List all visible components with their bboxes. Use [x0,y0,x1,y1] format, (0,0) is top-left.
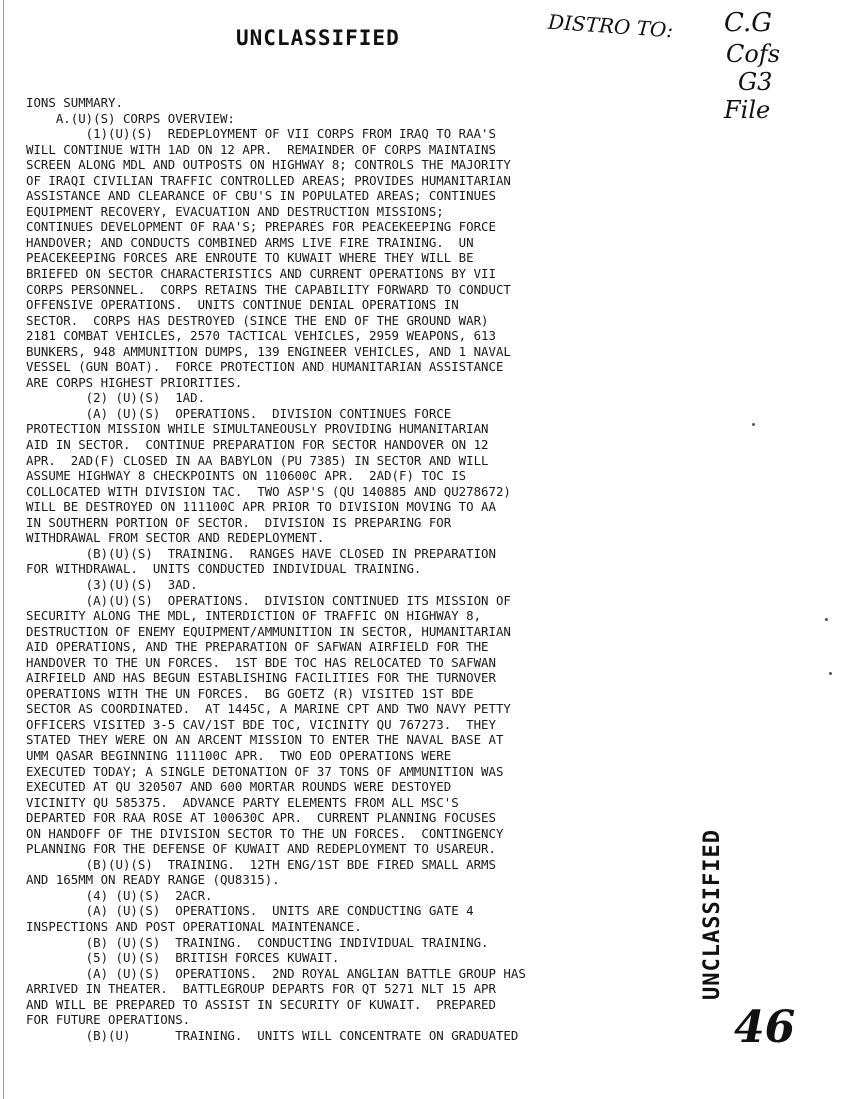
body-line: CORPS PERSONNEL. CORPS RETAINS THE CAPABILITY FORWARD TO CONDUCT [26,281,511,297]
body-line: ARE CORPS HIGHEST PRIORITIES. [26,374,243,390]
body-line: ON HANDOFF OF THE DIVISION SECTOR TO THE UN FORCES. CONTINGENCY [26,825,504,841]
body-line: (A) (U)(S) OPERATIONS. UNITS ARE CONDUCTING GATE 4 [26,903,474,919]
side-classification-marking: UNCLASSIFIED [700,829,725,1000]
document-body [26,95,726,1043]
body-line: STATED THEY WERE ON AN ARCENT MISSION TO ENTER THE NAVAL BASE AT [26,732,504,748]
handwritten-note-line-4: File [724,96,771,124]
body-line: 2181 COMBAT VEHICLES, 2570 TACTICAL VEHICLES, 2959 WEAPONS, 613 [26,328,496,344]
body-line: PEACEKEEPING FORCES ARE ENROUTE TO KUWAIT WHERE THEY WILL BE [26,250,474,266]
body-line: WILL CONTINUE WITH 1AD ON 12 APR. REMAINDER OF CORPS MAINTAINS [26,141,496,157]
body-line: DESTRUCTION OF ENEMY EQUIPMENT/AMMUNITION IN SECTOR, HUMANITARIAN [26,623,511,639]
body-line: (3)(U)(S) 3AD. [26,576,198,592]
body-line: VESSEL (GUN BOAT). FORCE PROTECTION AND HUMANITARIAN ASSISTANCE [26,359,504,375]
body-line: PLANNING FOR THE DEFENSE OF KUWAIT AND REDEPLOYMENT TO USAREUR. [26,841,496,857]
body-line: SECTOR AS COORDINATED. AT 1445C, A MARINE CPT AND TWO NAVY PETTY [26,701,511,717]
body-line: AND 165MM ON READY RANGE (QU8315). [26,872,280,888]
body-line: (B)(U) TRAINING. UNITS WILL CONCENTRATE ON GRADUATED [26,1027,519,1043]
body-line: SECURITY ALONG THE MDL, INTERDICTION OF TRAFFIC ON HIGHWAY 8, [26,608,482,624]
body-line: AID OPERATIONS, AND THE PREPARATION OF SAFWAN AIRFIELD FOR THE [26,639,489,655]
body-line: AND WILL BE PREPARED TO ASSIST IN SECURITY OF KUWAIT. PREPARED [26,996,496,1012]
body-line: FOR FUTURE OPERATIONS. [26,1012,191,1028]
body-line: VICINITY QU 585375. ADVANCE PARTY ELEMENTS FROM ALL MSC'S [26,794,459,810]
body-line: ASSISTANCE AND CLEARANCE OF CBU'S IN POPULATED AREAS; CONTINUES [26,188,496,204]
body-line: HANDOVER; AND CONDUCTS COMBINED ARMS LIVE FIRE TRAINING. UN [26,234,474,250]
classification-header: UNCLASSIFIED [236,26,400,50]
body-line: HANDOVER TO THE UN FORCES. 1ST BDE TOC HAS RELOCATED TO SAFWAN [26,654,496,670]
body-line: AIRFIELD AND HAS BEGUN ESTABLISHING FACILITIES FOR THE TURNOVER [26,670,496,686]
scan-speck [829,672,832,675]
body-line: (A)(U)(S) OPERATIONS. DIVISION CONTINUED ITS MISSION OF [26,592,511,608]
scan-speck [825,618,828,621]
body-line: IONS SUMMARY. [26,95,123,110]
scan-speck [752,423,755,426]
body-line: CONTINUES DEVELOPMENT OF RAA'S; PREPARES FOR PEACEKEEPING FORCE [26,219,496,235]
body-line: A.(U)(S) CORPS OVERVIEW: [26,110,235,126]
body-line: ARRIVED IN THEATER. BATTLEGROUP DEPARTS FOR QT 5271 NLT 15 APR [26,981,496,997]
body-line: EXECUTED AT QU 320507 AND 600 MORTAR ROUNDS WERE DESTOYED [26,779,452,795]
page-edge-line [3,0,4,1099]
body-line: WILL BE DESTROYED ON 111100C APR PRIOR TO DIVISION MOVING TO AA [26,499,496,515]
distro-stamp: DISTRO TO: [547,9,674,43]
body-line: (A) (U)(S) OPERATIONS. DIVISION CONTINUES FORCE [26,405,452,421]
body-line: (A) (U)(S) OPERATIONS. 2ND ROYAL ANGLIAN BATTLE GROUP HAS [26,965,526,981]
page-number: 46 [734,1002,796,1053]
body-line: FOR WITHDRAWAL. UNITS CONDUCTED INDIVIDUAL TRAINING. [26,561,422,577]
body-line: OF IRAQI CIVILIAN TRAFFIC CONTROLLED AREAS; PROVIDES HUMANITARIAN [26,172,511,188]
handwritten-note-line-3: G3 [738,68,773,96]
body-line: PROTECTION MISSION WHILE SIMULTANEOUSLY PROVIDING HUMANITARIAN [26,421,489,437]
body-line: (1)(U)(S) REDEPLOYMENT OF VII CORPS FROM IRAQ TO RAA'S [26,126,496,142]
body-line: INSPECTIONS AND POST OPERATIONAL MAINTENANCE. [26,918,362,934]
body-line: SCREEN ALONG MDL AND OUTPOSTS ON HIGHWAY 8; CONTROLS THE MAJORITY [26,157,511,173]
body-line: BUNKERS, 948 AMMUNITION DUMPS, 139 ENGINEER VEHICLES, AND 1 NAVAL [26,343,511,359]
body-line: (B)(U)(S) TRAINING. RANGES HAVE CLOSED IN PREPARATION [26,545,496,561]
body-line: (5) (U)(S) BRITISH FORCES KUWAIT. [26,950,340,966]
body-line: (B) (U)(S) TRAINING. CONDUCTING INDIVIDUAL TRAINING. [26,934,489,950]
body-line: WITHDRAWAL FROM SECTOR AND REDEPLOYMENT. [26,530,325,546]
body-line: OFFICERS VISITED 3-5 CAV/1ST BDE TOC, VICINITY QU 767273. THEY [26,716,496,732]
body-line: COLLOCATED WITH DIVISION TAC. TWO ASP'S (QU 140885 AND QU278672) [26,483,511,499]
body-line: OFFENSIVE OPERATIONS. UNITS CONTINUE DENIAL OPERATIONS IN [26,297,459,313]
body-line: EQUIPMENT RECOVERY, EVACUATION AND DESTRUCTION MISSIONS; [26,203,444,219]
body-line: ASSUME HIGHWAY 8 CHECKPOINTS ON 110600C APR. 2AD(F) TOC IS [26,468,467,484]
body-line: IN SOUTHERN PORTION OF SECTOR. DIVISION IS PREPARING FOR [26,514,452,530]
body-line: AID IN SECTOR. CONTINUE PREPARATION FOR SECTOR HANDOVER ON 12 [26,437,489,453]
body-line: UMM QASAR BEGINNING 111100C APR. TWO EOD OPERATIONS WERE [26,747,452,763]
body-line: (B)(U)(S) TRAINING. 12TH ENG/1ST BDE FIRED SMALL ARMS [26,856,496,872]
body-line: OPERATIONS WITH THE UN FORCES. BG GOETZ (R) VISITED 1ST BDE [26,685,474,701]
body-line: EXECUTED TODAY; A SINGLE DETONATION OF 37 TONS OF AMMUNITION WAS [26,763,504,779]
body-line: SECTOR. CORPS HAS DESTROYED (SINCE THE END OF THE GROUND WAR) [26,312,489,328]
handwritten-note-line-2: Cofs [726,40,781,68]
body-line: APR. 2AD(F) CLOSED IN AA BABYLON (PU 7385) IN SECTOR AND WILL [26,452,489,468]
handwritten-note-line-1: C.G [724,8,773,38]
body-line: (2) (U)(S) 1AD. [26,390,206,406]
body-line: (4) (U)(S) 2ACR. [26,887,213,903]
body-line: BRIEFED ON SECTOR CHARACTERISTICS AND CURRENT OPERATIONS BY VII [26,266,496,282]
body-line: DEPARTED FOR RAA ROSE AT 100630C APR. CURRENT PLANNING FOCUSES [26,810,496,826]
